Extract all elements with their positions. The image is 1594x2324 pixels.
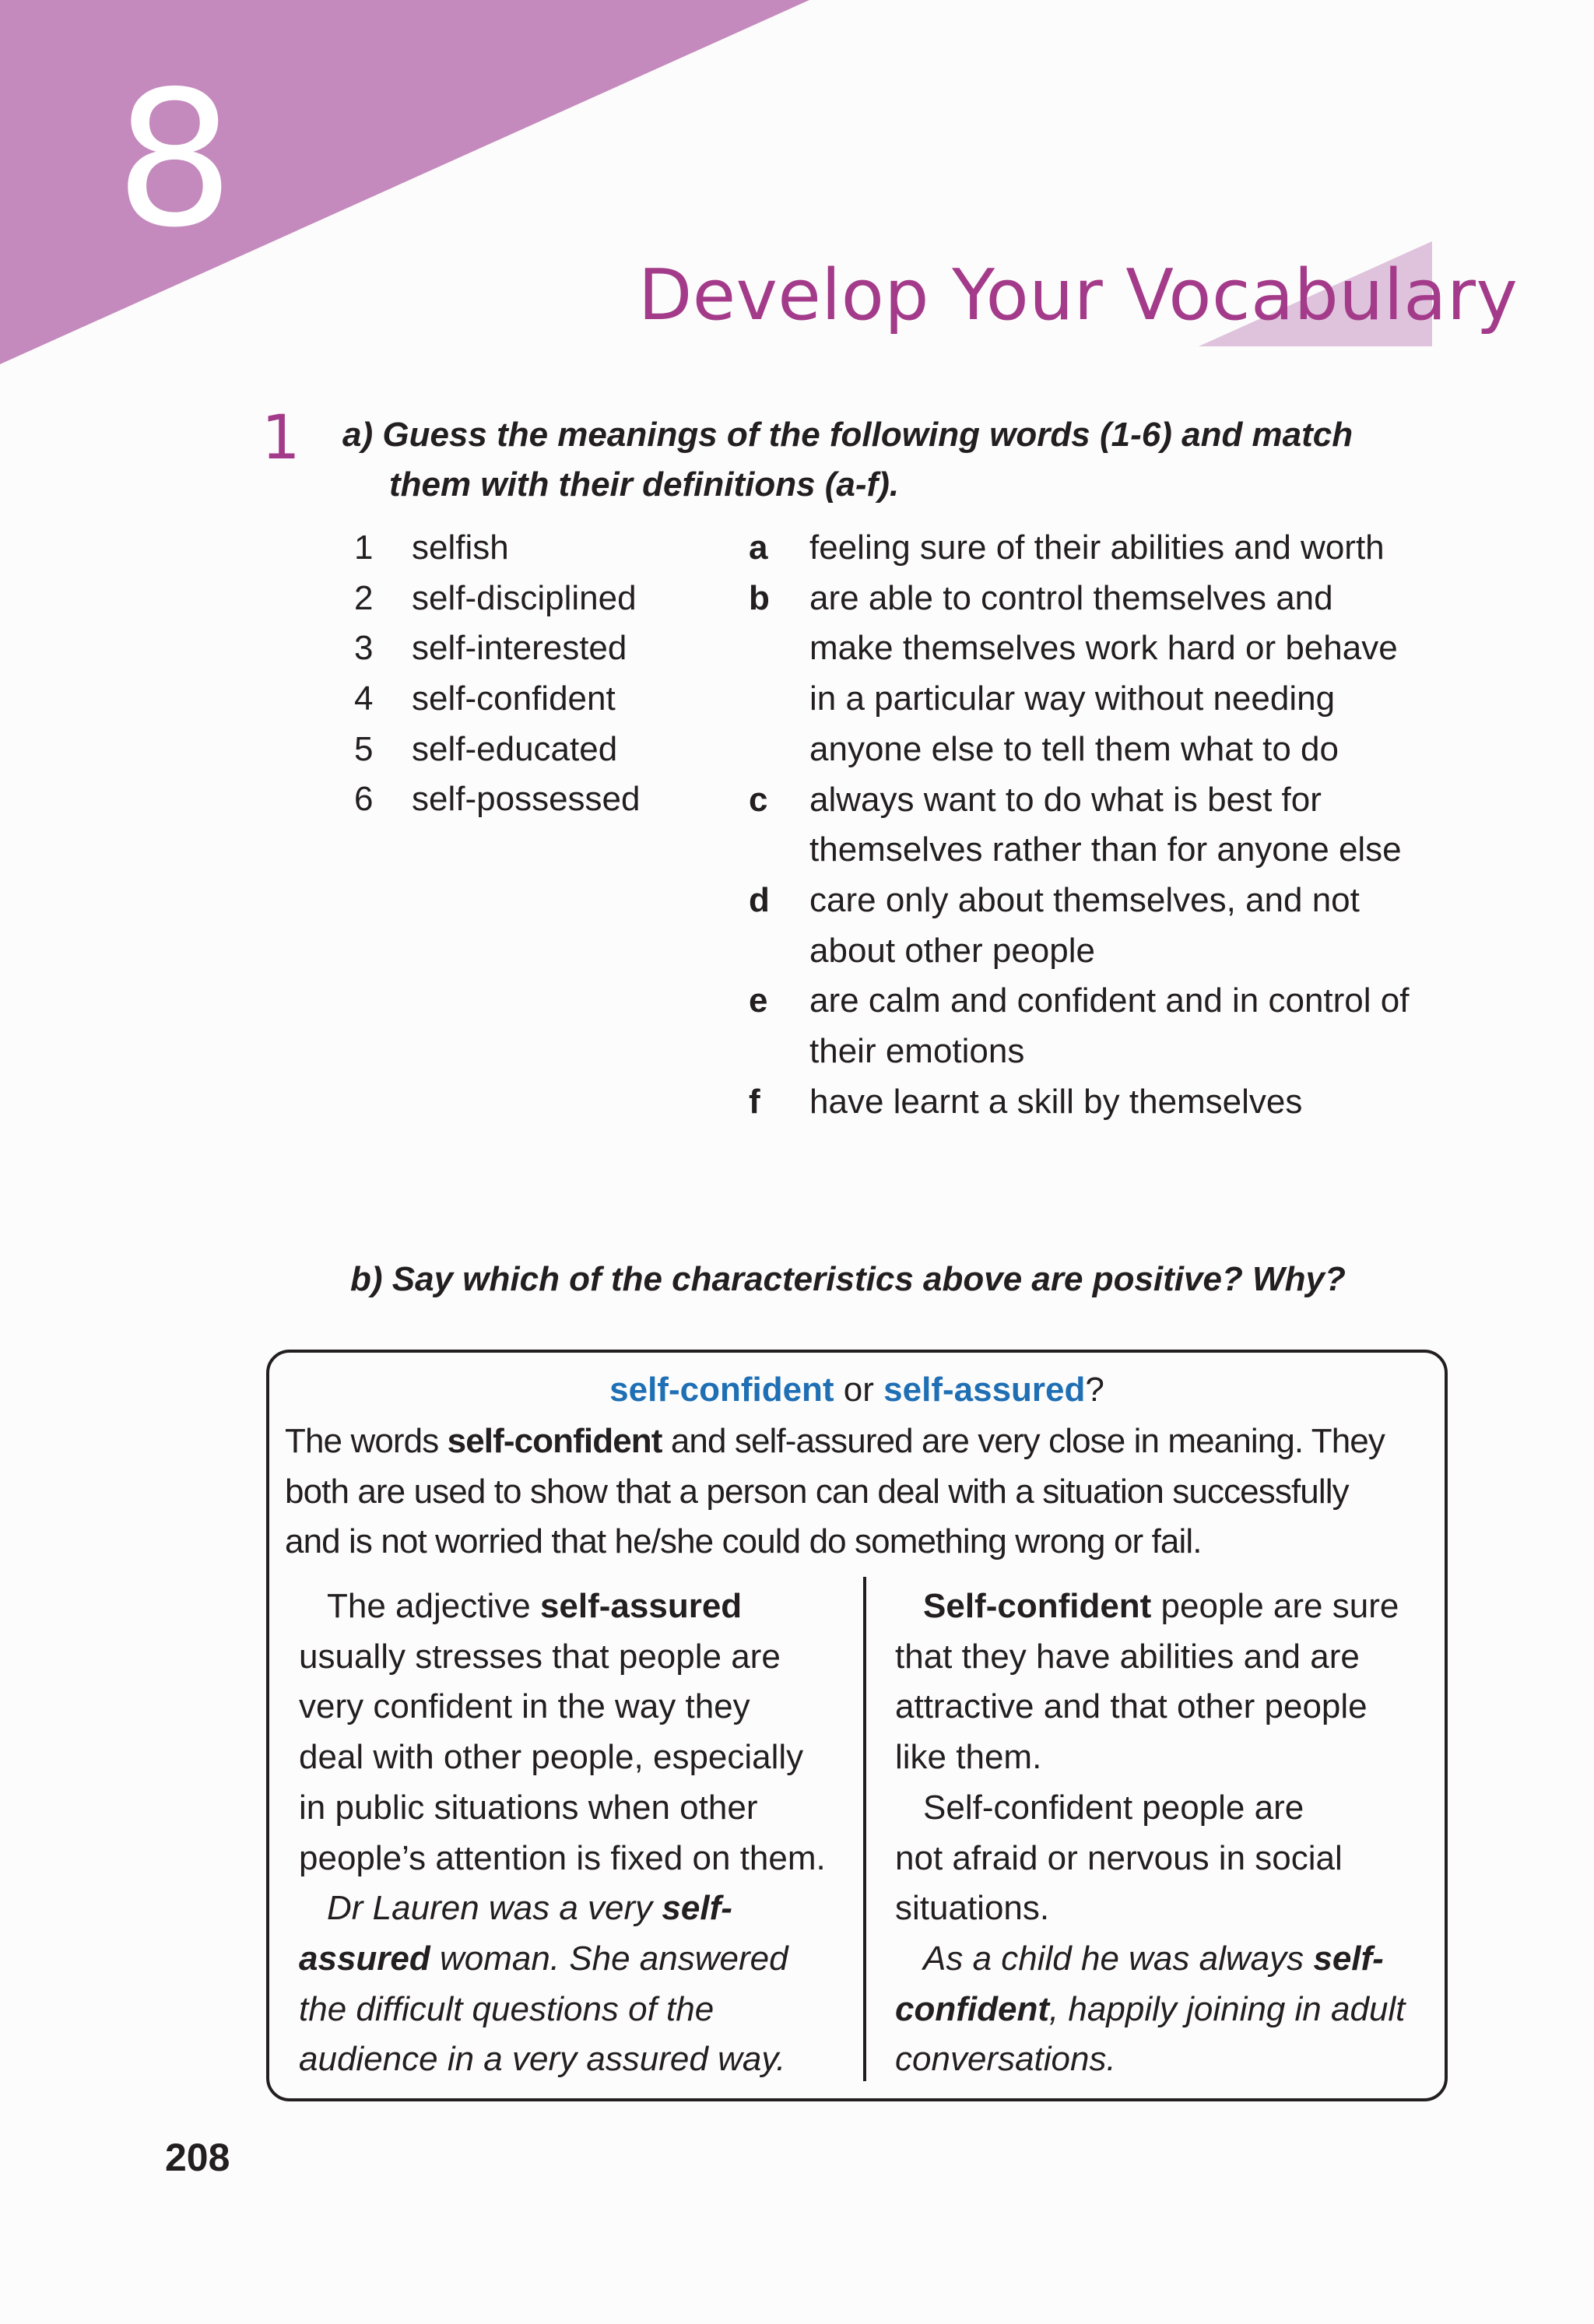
word-item	[354, 523, 759, 574]
unit-number: 8	[115, 51, 234, 269]
word-item	[354, 774, 759, 825]
column-line: attractive and that other people	[895, 1687, 1368, 1726]
column-line: situations.	[895, 1889, 1050, 1928]
word-text: self-disciplined	[412, 578, 637, 617]
definition-letter: f	[749, 1082, 760, 1121]
definition-item	[749, 574, 1449, 775]
heading-term-self-confident: self-confident	[609, 1371, 834, 1409]
definition-text: feeling sure of their abilities and worth	[809, 528, 1385, 567]
intro-text: The words	[285, 1422, 448, 1460]
word-item	[354, 674, 759, 725]
column-bold-term: Self-confident	[923, 1587, 1152, 1625]
word-number: 6	[354, 780, 374, 819]
page-number: 208	[165, 2136, 230, 2179]
word-number: 5	[354, 729, 374, 768]
column-line: very confident in the way they	[299, 1687, 750, 1726]
definition-text: always want to do what is best for themselves rather than for anyone else	[809, 780, 1402, 869]
definition-item	[749, 1077, 1449, 1128]
intro-line	[285, 1417, 1385, 1467]
example-line: audience in a very assured way.	[299, 2040, 786, 2079]
self-confident-column	[895, 1582, 1405, 2085]
column-divider	[863, 1577, 866, 2081]
definition-letter: d	[749, 880, 770, 919]
word-item	[354, 725, 759, 775]
heading-term-self-assured: self-assured	[883, 1371, 1086, 1409]
usage-note-heading	[269, 1365, 1445, 1415]
example-line	[895, 1985, 1405, 2035]
example-bold-term: assured	[299, 1939, 430, 1978]
column-bold-term: self-assured	[539, 1587, 743, 1625]
definition-item	[749, 876, 1449, 976]
example-bold-term: confident	[895, 1989, 1049, 2028]
definition-letter: e	[749, 981, 768, 1020]
intro-text: and self-assured are very close in meaning. They	[662, 1422, 1385, 1460]
section-title: Develop Your Vocabulary	[638, 255, 1519, 336]
exercise-instruction-a: a) Guess the meanings of the following words (1-6) and match	[342, 416, 1353, 454]
definition-text: have learnt a skill by themselves	[809, 1082, 1303, 1121]
example-line	[299, 1883, 826, 1934]
word-number: 2	[354, 578, 374, 617]
heading-or: or	[834, 1371, 884, 1409]
word-text: self-educated	[412, 729, 618, 768]
column-line: people’s attention is fixed on them.	[299, 1838, 826, 1877]
example-bold-term: self-	[1313, 1939, 1384, 1978]
definition-item	[749, 775, 1449, 876]
exercise-instruction-a-cont: them with their definitions (a-f).	[389, 465, 900, 504]
word-item	[354, 623, 759, 674]
heading-question-mark: ?	[1085, 1371, 1104, 1409]
column-text: The adjective	[327, 1587, 540, 1625]
example-line	[895, 1934, 1405, 1985]
word-text: self-interested	[412, 629, 627, 668]
word-item	[354, 574, 759, 624]
word-text: selfish	[412, 528, 509, 567]
column-line	[299, 1582, 826, 1632]
usage-note-box	[266, 1350, 1448, 2101]
word-text: self-confident	[412, 679, 616, 718]
definition-letter: a	[749, 528, 768, 567]
definition-text: are able to control themselves and make themselves work hard or behave in a particular way without needing anyone else to tell them what to do	[809, 578, 1398, 768]
column-text: people are sure	[1151, 1587, 1399, 1625]
exercise-number: 1	[262, 403, 300, 473]
definition-item	[749, 523, 1449, 574]
word-number: 4	[354, 679, 374, 718]
intro-line: and is not worried that he/she could do something wrong or fail.	[285, 1522, 1202, 1561]
column-line: deal with other people, especially	[299, 1738, 804, 1777]
word-number: 1	[354, 528, 374, 567]
intro-bold-term: self-confident	[447, 1422, 662, 1460]
example-line: the difficult questions of the	[299, 1989, 714, 2028]
column-line: usually stresses that people are	[299, 1637, 781, 1676]
word-number: 3	[354, 629, 374, 668]
definition-item	[749, 976, 1449, 1076]
column-line: like them.	[895, 1738, 1042, 1777]
example-bold-term: self-	[662, 1889, 732, 1928]
example-text: woman. She answered	[430, 1939, 788, 1978]
column-line: that they have abilities and are	[895, 1637, 1360, 1676]
word-text: self-possessed	[412, 780, 641, 819]
intro-line: both are used to show that a person can deal with a situation successfully	[285, 1472, 1349, 1511]
usage-note-intro	[285, 1417, 1385, 1567]
example-text: Dr Lauren was a very	[327, 1889, 662, 1928]
definition-text: are calm and confident and in control of their emotions	[809, 981, 1410, 1071]
word-list	[354, 523, 759, 825]
self-assured-column	[299, 1582, 826, 2085]
example-text: , happily joining in adult	[1048, 1989, 1406, 2028]
column-line: not afraid or nervous in social	[895, 1838, 1343, 1877]
example-text: As a child he was always	[923, 1939, 1314, 1978]
definition-letter: c	[749, 780, 768, 819]
definition-text: care only about themselves, and not about other people	[809, 880, 1360, 970]
definition-list	[749, 523, 1449, 1127]
column-line	[895, 1582, 1405, 1632]
exercise-instruction-b: b) Say which of the characteristics above are positive? Why?	[350, 1260, 1346, 1298]
example-line: conversations.	[895, 2040, 1116, 2079]
column-line: Self-confident people are	[923, 1788, 1304, 1827]
example-line	[299, 1934, 826, 1985]
definition-letter: b	[749, 578, 770, 617]
column-line: in public situations when other	[299, 1788, 758, 1827]
